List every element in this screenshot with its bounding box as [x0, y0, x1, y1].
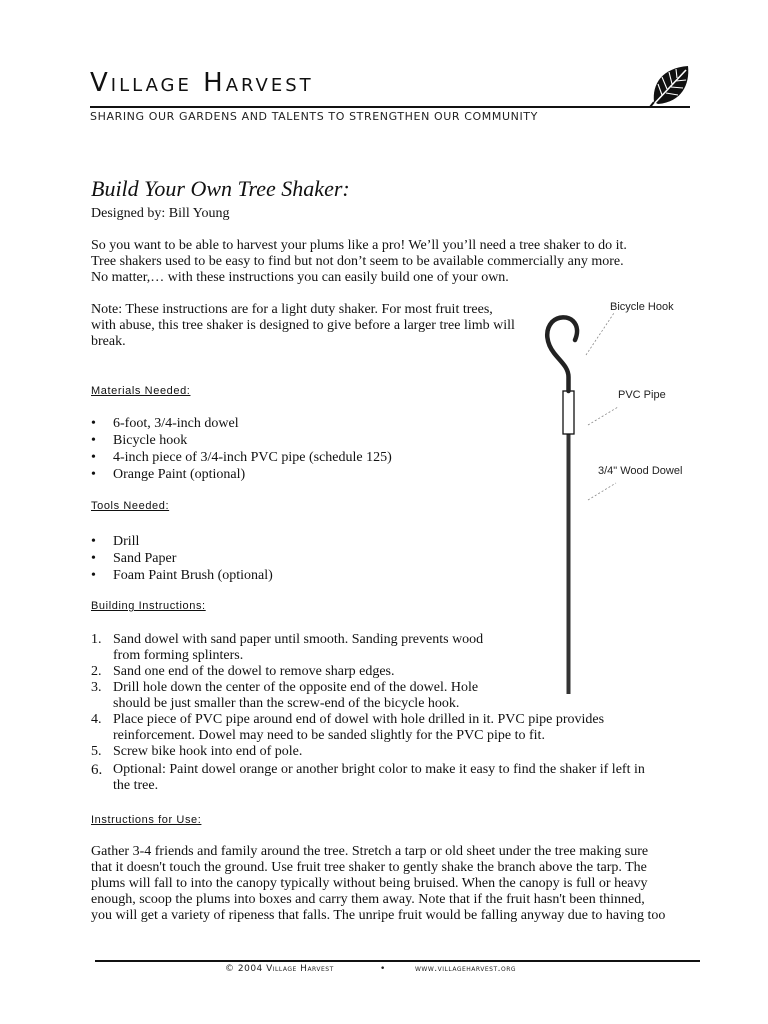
footer-url: www.villageharvest.org	[415, 964, 517, 974]
step-line: Place piece of PVC pipe around end of dowel with hole drilled in it. PVC pipe provides	[113, 712, 605, 727]
step-number: 2.	[91, 664, 102, 679]
materials-list	[91, 415, 392, 483]
step-line: reinforcement. Dowel may need to be sanded slightly for the PVC pipe to fit.	[113, 728, 545, 743]
note-paragraph	[91, 302, 515, 350]
step-number: 3.	[91, 680, 102, 695]
list-item: • Bicycle hook	[91, 432, 392, 449]
footer-separator: •	[380, 964, 386, 974]
step-item	[91, 762, 691, 794]
step-line: should be just smaller than the screw-end of the bicycle hook.	[113, 696, 460, 711]
building-heading: Building Instructions:	[91, 600, 206, 612]
header-divider	[90, 106, 690, 108]
tools-heading: Tools Needed:	[91, 500, 170, 512]
step-line: from forming splinters.	[113, 648, 244, 663]
list-item: • Drill	[91, 533, 273, 550]
brand-tagline: SHARING OUR GARDENS AND TALENTS TO STRENGTHEN OUR COMMUNITY	[90, 110, 538, 123]
step-line: Drill hole down the center of the opposite end of the dowel. Hole	[113, 680, 479, 695]
leaf-icon	[648, 62, 694, 108]
footer-divider	[95, 960, 700, 962]
use-heading: Instructions for Use:	[91, 814, 202, 826]
step-line: the tree.	[113, 778, 159, 793]
tree-shaker-diagram	[530, 295, 720, 705]
use-line: enough, scoop the plums into boxes and carry them away. Note that if the fruit hasn't been thinned,	[91, 892, 645, 907]
use-line: you will get a variety of ripeness that falls. The unripe fruit would be falling anyway due to having too	[91, 908, 666, 923]
tools-list	[91, 533, 273, 584]
pvc-pipe-shape	[563, 391, 574, 434]
note-line: break.	[91, 334, 126, 349]
materials-heading: Materials Needed:	[91, 385, 191, 397]
brand-title: Village Harvest	[90, 68, 314, 98]
step-line: Optional: Paint dowel orange or another bright color to make it easy to find the shaker if left in	[113, 762, 645, 777]
tree-shaker-drawing	[530, 295, 720, 705]
dowel-label: 3/4" Wood Dowel	[598, 465, 683, 477]
step-item	[91, 744, 691, 760]
list-item: • 6-foot, 3/4-inch dowel	[91, 415, 392, 432]
document-title: Build Your Own Tree Shaker:	[91, 176, 350, 201]
bicycle-hook-shape	[547, 317, 577, 391]
list-item: • 4-inch piece of 3/4-inch PVC pipe (schedule 125)	[91, 449, 392, 466]
use-line: Gather 3-4 friends and family around the tree. Stretch a tarp or old sheet under the tree making sure	[91, 844, 649, 859]
list-item: • Orange Paint (optional)	[91, 466, 392, 483]
step-number: 1.	[91, 632, 102, 647]
step-line: Screw bike hook into end of pole.	[113, 744, 303, 759]
use-line: that it doesn't touch the ground. Use fruit tree shaker to gently shake the branch above the tarp. The	[91, 860, 647, 875]
dowel-shape	[567, 432, 571, 694]
step-line: Sand one end of the dowel to remove sharp edges.	[113, 664, 395, 679]
designer-credit: Designed by: Bill Young	[91, 206, 230, 221]
use-line: plums will fall to into the canopy typically without being bruised. When the canopy is full or heavy	[91, 876, 648, 891]
step-item	[91, 712, 691, 744]
note-line: Note: These instructions are for a light duty shaker. For most fruit trees,	[91, 302, 493, 317]
hook-label: Bicycle Hook	[610, 301, 674, 313]
list-item: • Sand Paper	[91, 550, 273, 567]
step-number: 6.	[91, 762, 103, 778]
intro-line: No matter,… with these instructions you can easily build one of your own.	[91, 270, 509, 285]
intro-line: So you want to be able to harvest your plums like a pro! We’ll you’ll need a tree shaker to do it.	[91, 238, 627, 253]
pipe-label: PVC Pipe	[618, 389, 666, 401]
step-number: 4.	[91, 712, 102, 727]
footer-copyright: © 2004 Village Harvest	[225, 964, 334, 974]
list-item: • Foam Paint Brush (optional)	[91, 567, 273, 584]
use-paragraph	[91, 844, 665, 924]
intro-paragraph	[91, 238, 627, 286]
intro-line: Tree shakers used to be easy to find but not don’t seem to be available commercially any more.	[91, 254, 624, 269]
step-line: Sand dowel with sand paper until smooth. Sanding prevents wood	[113, 632, 484, 647]
step-number: 5.	[91, 744, 102, 759]
note-line: with abuse, this tree shaker is designed to give before a larger tree limb will	[91, 318, 515, 333]
